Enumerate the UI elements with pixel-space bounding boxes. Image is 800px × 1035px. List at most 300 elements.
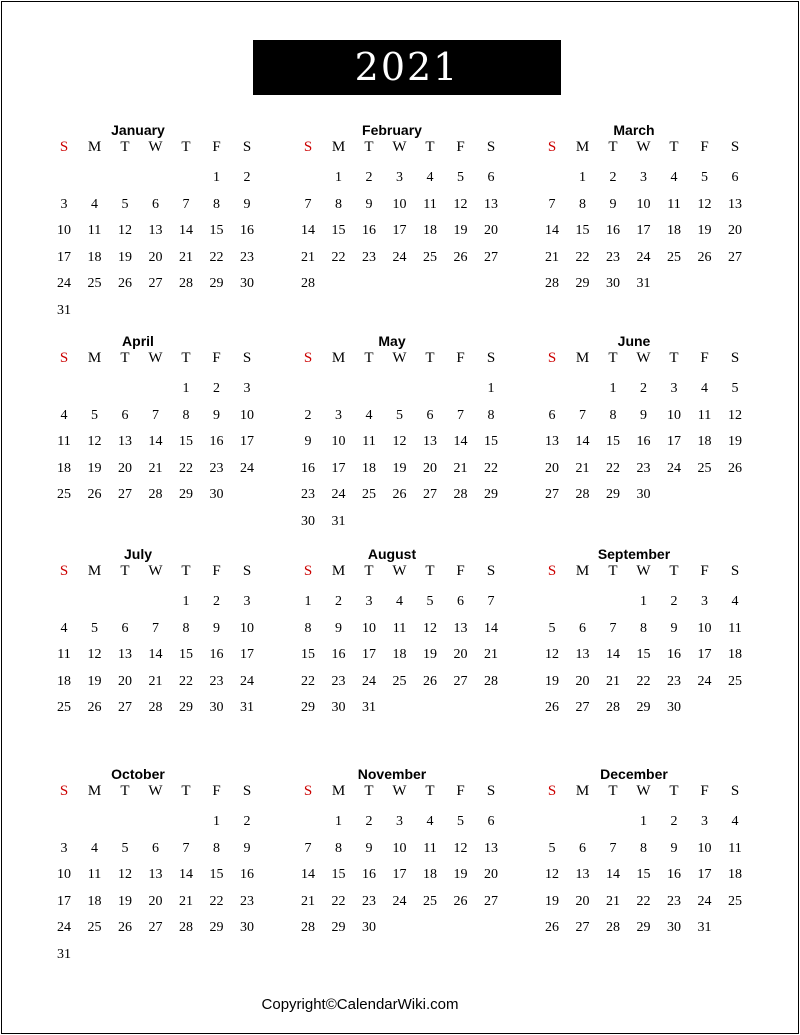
weekday-header-row <box>536 348 760 368</box>
day-cell: 11 <box>423 196 437 212</box>
day-cell: 25 <box>362 487 376 502</box>
week-row <box>292 812 516 832</box>
day-cell: 29 <box>209 276 224 291</box>
day-cell: 16 <box>667 867 681 882</box>
day-cell: 26 <box>728 460 742 476</box>
day-cell: 5 <box>548 620 556 636</box>
weekday-label: T <box>669 139 679 155</box>
day-cell: 19 <box>728 434 742 449</box>
day-cell: 6 <box>548 407 556 423</box>
day-cell: 23 <box>240 249 254 265</box>
day-cell: 12 <box>87 647 102 662</box>
day-cell: 13 <box>118 434 132 449</box>
day-cell: 29 <box>179 700 193 715</box>
weekday-sunday: S <box>59 350 69 366</box>
day-cell: 3 <box>701 594 708 609</box>
week-row <box>48 592 272 612</box>
day-cell: 24 <box>362 673 376 689</box>
weekday-label: T <box>364 139 374 155</box>
day-cell: 11 <box>728 620 742 636</box>
day-cell: 28 <box>545 276 559 291</box>
day-cell: 9 <box>243 196 251 212</box>
day-cell: 15 <box>606 434 620 449</box>
month-title: June <box>617 333 651 349</box>
day-cell: 5 <box>121 840 129 856</box>
day-cell: 18 <box>728 647 742 662</box>
day-cell: 14 <box>148 434 163 449</box>
day-cell: 16 <box>667 647 681 662</box>
day-cell: 3 <box>60 196 68 212</box>
day-cell: 18 <box>728 867 742 882</box>
day-cell: 14 <box>606 647 620 662</box>
day-cell: 31 <box>57 946 71 962</box>
month-title: January <box>111 122 165 138</box>
day-cell: 15 <box>331 223 346 238</box>
day-cell: 8 <box>335 840 342 856</box>
weekday-label: M <box>331 139 346 155</box>
day-cell: 25 <box>392 673 407 689</box>
day-cell: 24 <box>240 460 254 476</box>
weekday-label: W <box>392 139 407 155</box>
day-cell: 10 <box>697 840 712 856</box>
day-cell: 26 <box>87 700 102 715</box>
day-cell: 15 <box>209 223 224 238</box>
weekday-label: M <box>87 563 102 579</box>
day-cell: 11 <box>57 647 71 662</box>
day-cell: 24 <box>392 893 407 909</box>
day-cell: 22 <box>636 673 651 689</box>
week-row <box>48 672 272 692</box>
week-row <box>292 168 516 188</box>
weekday-header-row <box>48 348 272 368</box>
weekday-label: T <box>181 350 191 366</box>
day-cell: 1 <box>640 814 647 829</box>
week-row <box>48 645 272 665</box>
weekday-sunday: S <box>303 350 313 366</box>
week-row <box>536 892 760 912</box>
week-row <box>536 195 760 215</box>
day-cell: 29 <box>301 700 315 715</box>
day-cell: 23 <box>331 673 346 689</box>
day-cell: 1 <box>304 594 312 609</box>
day-cell: 5 <box>91 620 98 636</box>
day-cell: 15 <box>575 223 590 238</box>
day-cell: 30 <box>362 920 376 935</box>
day-cell: 4 <box>426 170 434 185</box>
day-cell: 6 <box>487 170 495 185</box>
day-cell: 3 <box>670 381 678 396</box>
day-cell: 25 <box>423 893 437 909</box>
day-cell: 6 <box>487 814 495 829</box>
weekday-header-row <box>536 781 760 801</box>
weekday-sunday: S <box>303 139 313 155</box>
day-cell: 20 <box>545 460 559 476</box>
day-cell: 9 <box>609 196 617 212</box>
weekday-label: T <box>425 563 435 579</box>
month-title: August <box>367 546 417 562</box>
weekday-header-row <box>48 561 272 581</box>
day-cell: 31 <box>331 513 346 529</box>
day-cell: 21 <box>301 893 315 909</box>
day-cell: 3 <box>396 814 403 829</box>
day-cell: 18 <box>362 460 376 476</box>
day-cell: 14 <box>575 434 590 449</box>
day-cell: 8 <box>335 196 342 212</box>
weekday-label: W <box>148 350 163 366</box>
day-cell: 15 <box>331 867 346 882</box>
day-cell: 19 <box>118 249 132 265</box>
day-cell: 10 <box>392 840 407 856</box>
day-cell: 24 <box>392 249 407 265</box>
weekday-label: F <box>456 563 465 579</box>
day-cell: 13 <box>148 223 163 238</box>
day-cell: 16 <box>331 647 346 662</box>
day-cell: 17 <box>240 434 254 449</box>
day-cell: 10 <box>331 434 346 449</box>
day-cell: 5 <box>91 407 98 423</box>
week-row <box>536 812 760 832</box>
day-cell: 20 <box>484 867 498 882</box>
day-cell: 17 <box>697 867 712 882</box>
day-cell: 29 <box>209 920 224 935</box>
weekday-header-row <box>292 348 516 368</box>
day-cell: 12 <box>118 867 132 882</box>
day-cell: 20 <box>148 249 163 265</box>
day-cell: 14 <box>301 223 315 238</box>
day-cell: 13 <box>484 840 498 856</box>
day-cell: 20 <box>118 460 132 476</box>
week-row <box>48 918 272 938</box>
day-cell: 15 <box>179 647 193 662</box>
day-cell: 2 <box>213 594 220 609</box>
week-row <box>536 865 760 885</box>
day-cell: 12 <box>697 196 712 212</box>
day-cell: 11 <box>423 840 437 856</box>
day-cell: 24 <box>697 673 712 689</box>
day-cell: 2 <box>640 381 647 396</box>
day-cell: 29 <box>636 920 651 935</box>
day-cell: 28 <box>148 700 163 715</box>
day-cell: 21 <box>179 893 193 909</box>
day-cell: 16 <box>301 460 315 476</box>
day-cell: 21 <box>484 647 498 662</box>
week-row <box>292 645 516 665</box>
weekday-sunday: S <box>547 350 557 366</box>
day-cell: 17 <box>57 893 71 909</box>
day-cell: 18 <box>392 647 407 662</box>
weekday-label: S <box>486 563 496 579</box>
day-cell: 16 <box>636 434 651 449</box>
day-cell: 26 <box>697 249 712 265</box>
day-cell: 1 <box>640 594 647 609</box>
day-cell: 20 <box>575 893 590 909</box>
week-row <box>48 379 272 399</box>
day-cell: 20 <box>728 223 742 238</box>
day-cell: 10 <box>57 867 71 882</box>
day-cell: 9 <box>670 840 678 856</box>
week-row <box>292 432 516 452</box>
day-cell: 21 <box>148 460 163 476</box>
week-row <box>536 839 760 859</box>
day-cell: 21 <box>606 893 620 909</box>
day-cell: 10 <box>362 620 376 636</box>
day-cell: 4 <box>60 407 68 423</box>
weekday-label: S <box>730 563 740 579</box>
day-cell: 28 <box>301 920 315 935</box>
day-cell: 12 <box>545 647 559 662</box>
month-title: July <box>123 546 152 562</box>
day-cell: 20 <box>423 460 437 476</box>
weekday-label: W <box>636 783 651 799</box>
day-cell: 30 <box>301 513 315 529</box>
day-cell: 14 <box>545 223 559 238</box>
day-cell: 27 <box>545 487 559 502</box>
weekday-label: M <box>331 350 346 366</box>
day-cell: 24 <box>667 460 681 476</box>
weekday-header-row <box>292 561 516 581</box>
day-cell: 11 <box>87 223 102 238</box>
weekday-header-row <box>536 561 760 581</box>
weekday-label: M <box>575 139 590 155</box>
day-cell: 1 <box>487 381 495 396</box>
day-cell: 25 <box>57 700 71 715</box>
day-cell: 19 <box>453 223 468 238</box>
month-title: November <box>357 766 427 782</box>
day-cell: 29 <box>606 487 620 502</box>
week-row <box>48 195 272 215</box>
day-cell: 5 <box>457 814 464 829</box>
day-cell: 7 <box>182 840 190 856</box>
day-cell: 23 <box>362 893 376 909</box>
weekday-label: W <box>636 350 651 366</box>
day-cell: 17 <box>697 647 712 662</box>
day-cell: 1 <box>182 594 190 609</box>
day-cell: 26 <box>423 673 437 689</box>
day-cell: 28 <box>179 920 193 935</box>
day-cell: 29 <box>484 487 498 502</box>
day-cell: 27 <box>728 249 742 265</box>
weekday-label: T <box>181 139 191 155</box>
week-row <box>292 485 516 505</box>
day-cell: 19 <box>87 460 102 476</box>
day-cell: 16 <box>209 647 224 662</box>
day-cell: 27 <box>484 893 498 909</box>
day-cell: 17 <box>392 223 407 238</box>
day-cell: 8 <box>579 196 586 212</box>
week-row <box>536 698 760 718</box>
day-cell: 15 <box>484 434 498 449</box>
day-cell: 24 <box>331 487 346 502</box>
day-cell: 30 <box>240 920 254 935</box>
weekday-label: M <box>331 783 346 799</box>
day-cell: 23 <box>636 460 651 476</box>
weekday-sunday: S <box>303 783 313 799</box>
weekday-label: F <box>212 350 221 366</box>
day-cell: 4 <box>731 594 739 609</box>
day-cell: 21 <box>179 249 193 265</box>
day-cell: 6 <box>457 594 464 609</box>
day-cell: 22 <box>484 460 498 476</box>
weekday-header-row <box>48 781 272 801</box>
weekday-label: S <box>486 139 496 155</box>
day-cell: 23 <box>667 673 681 689</box>
weekday-sunday: S <box>303 563 313 579</box>
day-cell: 6 <box>579 840 586 856</box>
weekday-header-row <box>536 137 760 157</box>
day-cell: 24 <box>240 673 254 689</box>
day-cell: 9 <box>365 840 373 856</box>
day-cell: 16 <box>606 223 620 238</box>
weekday-label: F <box>700 783 709 799</box>
week-row <box>292 406 516 426</box>
week-row <box>536 645 760 665</box>
day-cell: 28 <box>606 700 620 715</box>
weekday-label: M <box>87 139 102 155</box>
day-cell: 12 <box>728 407 742 423</box>
weekday-label: F <box>456 139 465 155</box>
day-cell: 22 <box>606 460 620 476</box>
day-cell: 11 <box>667 196 681 212</box>
day-cell: 14 <box>148 647 163 662</box>
weekday-label: S <box>242 563 252 579</box>
day-cell: 25 <box>423 249 437 265</box>
day-cell: 20 <box>484 223 498 238</box>
day-cell: 18 <box>423 223 437 238</box>
day-cell: 22 <box>636 893 651 909</box>
month-title: September <box>597 546 671 562</box>
day-cell: 23 <box>209 460 224 476</box>
day-cell: 1 <box>579 170 586 185</box>
week-row <box>292 592 516 612</box>
week-row <box>48 485 272 505</box>
week-row <box>292 512 516 532</box>
day-cell: 20 <box>575 673 590 689</box>
weekday-label: W <box>148 783 163 799</box>
day-cell: 18 <box>423 867 437 882</box>
weekday-header-row <box>292 781 516 801</box>
week-row <box>536 221 760 241</box>
day-cell: 16 <box>240 223 254 238</box>
day-cell: 5 <box>701 170 708 185</box>
day-cell: 30 <box>209 700 224 715</box>
day-cell: 30 <box>240 276 254 291</box>
day-cell: 16 <box>362 223 376 238</box>
day-cell: 22 <box>575 249 590 265</box>
weekday-sunday: S <box>59 783 69 799</box>
day-cell: 9 <box>213 620 220 636</box>
day-cell: 10 <box>697 620 712 636</box>
week-row <box>536 485 760 505</box>
day-cell: 9 <box>365 196 373 212</box>
day-cell: 30 <box>636 487 651 502</box>
weekday-label: F <box>456 783 465 799</box>
day-cell: 31 <box>240 700 254 715</box>
day-cell: 3 <box>701 814 708 829</box>
day-cell: 15 <box>636 647 651 662</box>
day-cell: 8 <box>304 620 312 636</box>
weekday-label: W <box>392 563 407 579</box>
weekday-label: F <box>212 139 221 155</box>
day-cell: 4 <box>396 594 403 609</box>
day-cell: 3 <box>640 170 647 185</box>
day-cell: 30 <box>667 920 681 935</box>
month-title: April <box>122 333 154 349</box>
day-cell: 10 <box>636 196 651 212</box>
day-cell: 31 <box>697 920 712 935</box>
weekday-sunday: S <box>547 139 557 155</box>
day-cell: 4 <box>426 814 434 829</box>
week-row <box>48 459 272 479</box>
week-row <box>536 248 760 268</box>
weekday-label: S <box>486 783 496 799</box>
weekday-label: T <box>669 350 679 366</box>
weekday-label: F <box>212 563 221 579</box>
day-cell: 18 <box>87 893 102 909</box>
day-cell: 12 <box>545 867 559 882</box>
week-row <box>536 274 760 294</box>
day-cell: 6 <box>152 840 159 856</box>
day-cell: 23 <box>606 249 620 265</box>
day-cell: 11 <box>728 840 742 856</box>
day-cell: 7 <box>609 840 617 856</box>
week-row <box>292 248 516 268</box>
day-cell: 31 <box>57 302 71 318</box>
day-cell: 27 <box>575 920 590 935</box>
weekday-label: T <box>181 563 191 579</box>
month-title: March <box>613 122 655 138</box>
week-row <box>292 221 516 241</box>
week-row <box>48 839 272 859</box>
week-row <box>536 432 760 452</box>
weekday-label: S <box>730 139 740 155</box>
day-cell: 13 <box>118 647 132 662</box>
weekday-label: T <box>120 139 130 155</box>
day-cell: 23 <box>667 893 681 909</box>
day-cell: 11 <box>392 620 407 636</box>
day-cell: 26 <box>392 487 407 502</box>
day-cell: 22 <box>331 249 346 265</box>
weekday-sunday: S <box>59 139 69 155</box>
week-row <box>536 459 760 479</box>
weekday-sunday: S <box>547 783 557 799</box>
week-row <box>536 619 760 639</box>
day-cell: 15 <box>301 647 315 662</box>
day-cell: 13 <box>545 434 559 449</box>
week-row <box>48 301 272 321</box>
day-cell: 20 <box>453 647 468 662</box>
week-row <box>292 839 516 859</box>
day-cell: 9 <box>304 434 312 449</box>
copyright-footer: Copyright©CalendarWiki.com <box>261 996 459 1013</box>
day-cell: 3 <box>60 840 68 856</box>
month-title: December <box>600 766 668 782</box>
weekday-label: M <box>575 563 590 579</box>
day-cell: 7 <box>579 407 586 423</box>
day-cell: 18 <box>57 460 71 476</box>
day-cell: 7 <box>457 407 464 423</box>
weekday-label: S <box>730 350 740 366</box>
day-cell: 4 <box>670 170 678 185</box>
weekday-label: S <box>486 350 496 366</box>
day-cell: 29 <box>179 487 193 502</box>
day-cell: 4 <box>701 381 708 396</box>
week-row <box>292 195 516 215</box>
day-cell: 16 <box>240 867 254 882</box>
day-cell: 23 <box>362 249 376 265</box>
day-cell: 30 <box>331 700 346 715</box>
day-cell: 6 <box>731 170 739 185</box>
day-cell: 2 <box>243 170 251 185</box>
